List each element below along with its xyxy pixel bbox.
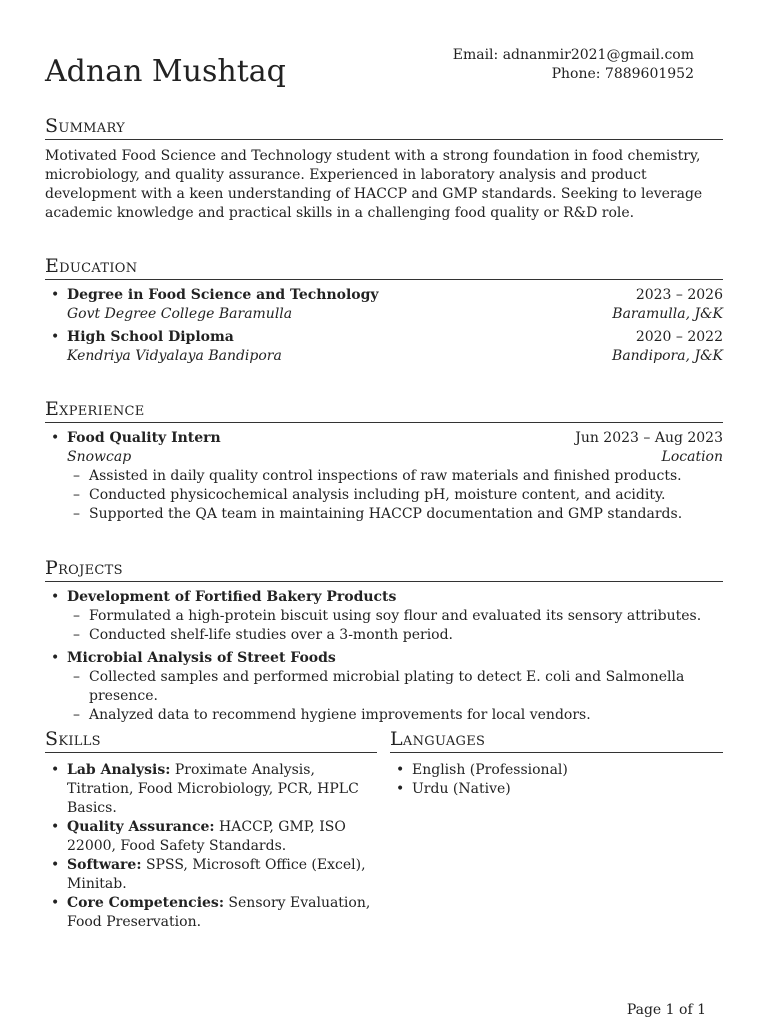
education-section (45, 255, 723, 370)
education-entry (45, 286, 723, 324)
skill-label: Software: (67, 857, 142, 873)
phone-line: Phone: 7889601952 (551, 66, 694, 82)
experience-entry (45, 429, 723, 524)
education-heading: Education (45, 255, 723, 280)
email-line[interactable]: Email: adnanmir2021@gmail.com (452, 47, 694, 63)
summary-text: Motivated Food Science and Technology student with a strong foundation in food chemistry, microbiology, and quality assurance. Experienced in laboratory analysis and product development with a keen understanding of HACCP and GMP standards. Seeking to leverage academic knowledge and practical skills in a challenging food quality or R&D role. (45, 148, 703, 221)
projects-section (45, 557, 723, 729)
project-bullet: – Conducted shelf-life studies over a 3-month period. (67, 626, 723, 645)
company-name: Snowcap (67, 449, 132, 465)
skill-text: SPSS, Microsoft Office (Excel), Minitab. (67, 857, 366, 892)
school-location: Bandipora, J&K (612, 348, 723, 364)
skill-item (45, 761, 377, 818)
education-dates: 2020 – 2022 (635, 329, 723, 345)
job-bullet: – Supported the QA team in maintaining HACCP documentation and GMP standards. (67, 505, 723, 524)
language-item: • Urdu (Native) (390, 780, 723, 799)
skill-label: Quality Assurance: (67, 819, 215, 835)
skills-section (45, 728, 377, 932)
degree-title: • High School Diploma (67, 329, 234, 345)
project-entry (45, 649, 723, 725)
education-dates: 2023 – 2026 (635, 287, 723, 303)
language-item: • English (Professional) (390, 761, 723, 780)
page-number: Page 1 of 1 (626, 1002, 706, 1018)
skill-text: Sensory Evaluation, Food Preservation. (67, 895, 371, 930)
school-name: Kendriya Vidyalaya Bandipora (67, 348, 282, 364)
skill-item (45, 818, 377, 856)
school-name: Govt Degree College Baramulla (67, 306, 293, 322)
job-location: Location (661, 449, 723, 465)
candidate-name: Adnan Mushtaq (45, 54, 286, 89)
job-bullet: – Conducted physicochemical analysis including pH, moisture content, and acidity. (67, 486, 723, 505)
education-entry (45, 328, 723, 366)
languages-heading: Languages (390, 728, 723, 753)
skill-label: Core Competencies: (67, 895, 224, 911)
skill-label: Lab Analysis: (67, 762, 171, 778)
job-title: • Food Quality Intern (67, 430, 221, 446)
project-bullet: – Formulated a high-protein biscuit using soy flour and evaluated its sensory attributes. (67, 607, 723, 626)
project-title: • Development of Fortified Bakery Products (67, 589, 397, 605)
project-bullet: – Analyzed data to recommend hygiene improvements for local vendors. (67, 706, 723, 725)
experience-section (45, 398, 723, 528)
degree-title: • Degree in Food Science and Technology (67, 287, 379, 303)
languages-section (390, 728, 723, 799)
summary-section (45, 115, 723, 223)
project-entry (45, 588, 723, 645)
skill-text: HACCP, GMP, ISO 22000, Food Safety Standards. (67, 819, 346, 854)
project-bullet: – Collected samples and performed microbial plating to detect E. coli and Salmonella presence. (67, 668, 723, 706)
skill-item (45, 894, 377, 932)
job-bullet: – Assisted in daily quality control inspections of raw materials and finished products. (67, 467, 723, 486)
skill-item (45, 856, 377, 894)
summary-heading: Summary (45, 115, 723, 140)
job-dates: Jun 2023 – Aug 2023 (575, 430, 723, 446)
skill-text: Proximate Analysis, Titration, Food Microbiology, PCR, HPLC Basics. (67, 762, 359, 816)
school-location: Baramulla, J&K (612, 306, 723, 322)
projects-heading: Projects (45, 557, 723, 582)
contact-block (453, 46, 694, 84)
project-title: • Microbial Analysis of Street Foods (67, 650, 336, 666)
skills-heading: Skills (45, 728, 377, 753)
experience-heading: Experience (45, 398, 723, 423)
